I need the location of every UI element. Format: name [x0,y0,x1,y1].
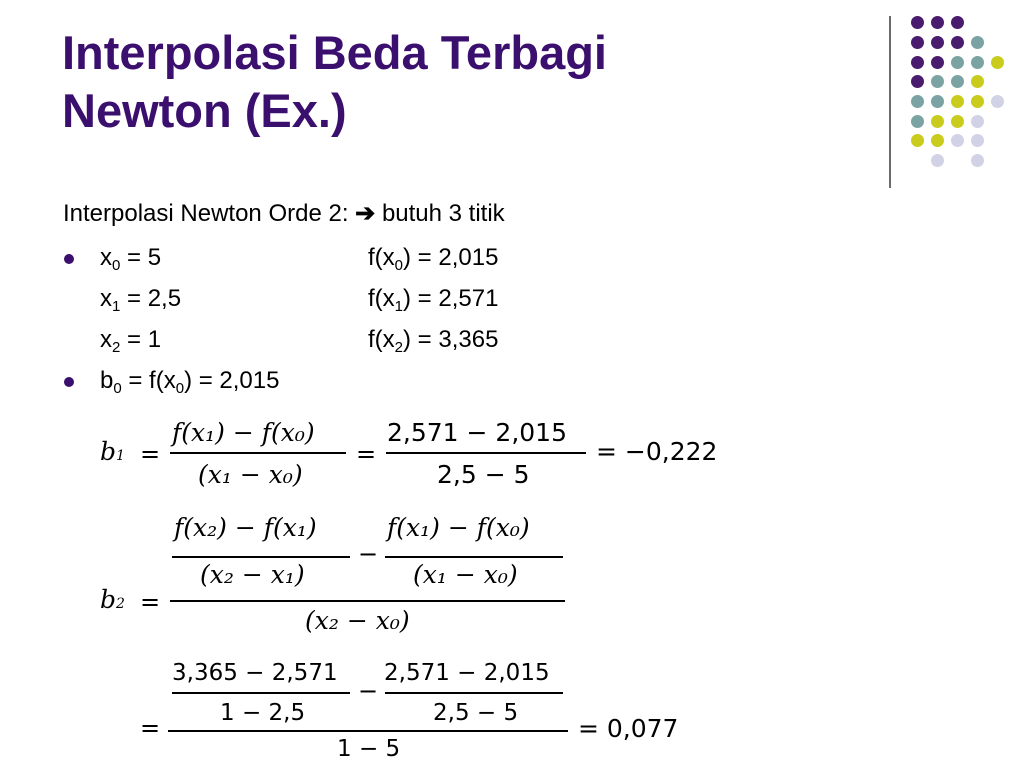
point-fx0: $f(x_0) = 2,015$ [368,244,499,274]
dot [991,56,1004,69]
dot [911,75,924,88]
title-line-2: Newton (Ex.) [62,84,347,137]
title-line-1: Interpolasi Beda Terbagi [62,26,607,79]
dot [971,115,984,128]
dot [971,95,984,108]
dot [911,36,924,49]
equals-sign: = [140,588,161,616]
b1-denominator: (x₁ − x₀) [198,460,303,489]
fraction-bar [172,556,350,558]
dot [951,75,964,88]
dot [931,16,944,29]
b1-value-numerator: 2,571 − 2,015 [387,418,567,447]
dot [971,154,984,167]
b2-va-numerator: 3,365 − 2,571 [172,660,338,686]
dot [951,95,964,108]
main-fraction-bar [170,600,565,602]
equals-sign: = [140,714,161,742]
b2-a-numerator: f(x₂) − f(x₁) [174,513,317,542]
equals-sign: = [356,440,377,468]
point-x1: $x_1 = 2,5$ [100,285,182,315]
point-fx1: $f(x_1) = 2,571$ [368,285,499,315]
b2-result: = 0,077 [578,714,679,743]
b2-denominator: (x₂ − x₀) [305,606,410,635]
b1-result: = −0,222 [596,437,718,466]
dot [951,134,964,147]
dot [911,56,924,69]
equals-sign: = [140,440,161,468]
bullet-icon [64,254,74,264]
fraction-bar [172,692,350,694]
dot [911,95,924,108]
fraction-bar [385,692,563,694]
main-fraction-bar [168,730,568,732]
dot [971,134,984,147]
dot [971,56,984,69]
dot [971,75,984,88]
dot [911,16,924,29]
dot [911,134,924,147]
dot [951,36,964,49]
dot [931,115,944,128]
dot [951,115,964,128]
b1-numerator: f(x₁) − f(x₀) [172,418,315,447]
intro-rest: butuh 3 titik [381,200,505,227]
dot [911,115,924,128]
fraction-bar [170,452,346,454]
arrow-right-icon: ➔ [355,200,376,227]
point-fx2: $f(x_2) = 3,365$ [368,326,499,356]
intro-text: Interpolasi Newton Orde 2: [63,200,349,227]
dot [931,75,944,88]
b2-b-denominator: (x₁ − x₀) [413,560,518,589]
title-divider [889,16,891,188]
minus-sign: − [358,677,379,705]
dot [931,95,944,108]
dot [991,95,1004,108]
b2-vb-numerator: 2,571 − 2,015 [384,660,550,686]
fraction-bar [386,452,586,454]
point-x0: $x_0 = 5$ [100,244,162,274]
dot [971,36,984,49]
b2-value-denominator: 1 − 5 [337,736,401,762]
b2-label: b2 [100,585,125,614]
b1-value-denominator: 2,5 − 5 [437,460,530,489]
b2-b-numerator: f(x₁) − f(x₀) [387,513,530,542]
dot [931,56,944,69]
bullet-icon [64,377,74,387]
dot [931,134,944,147]
point-x2: $x_2 = 1$ [100,326,162,356]
b1-label: b1 [100,437,125,466]
dot [931,154,944,167]
b2-a-denominator: (x₂ − x₁) [200,560,305,589]
minus-sign: − [358,540,379,568]
fraction-bar [385,556,563,558]
dot [951,16,964,29]
b2-vb-denominator: 2,5 − 5 [433,700,519,726]
intro-line [63,198,505,230]
dot [931,36,944,49]
dot [951,56,964,69]
b2-va-denominator: 1 − 2,5 [220,700,306,726]
b0-line: $b_0 = f(x_0) = 2,015$ [100,367,280,397]
decorative-dot-grid [0,0,1024,170]
